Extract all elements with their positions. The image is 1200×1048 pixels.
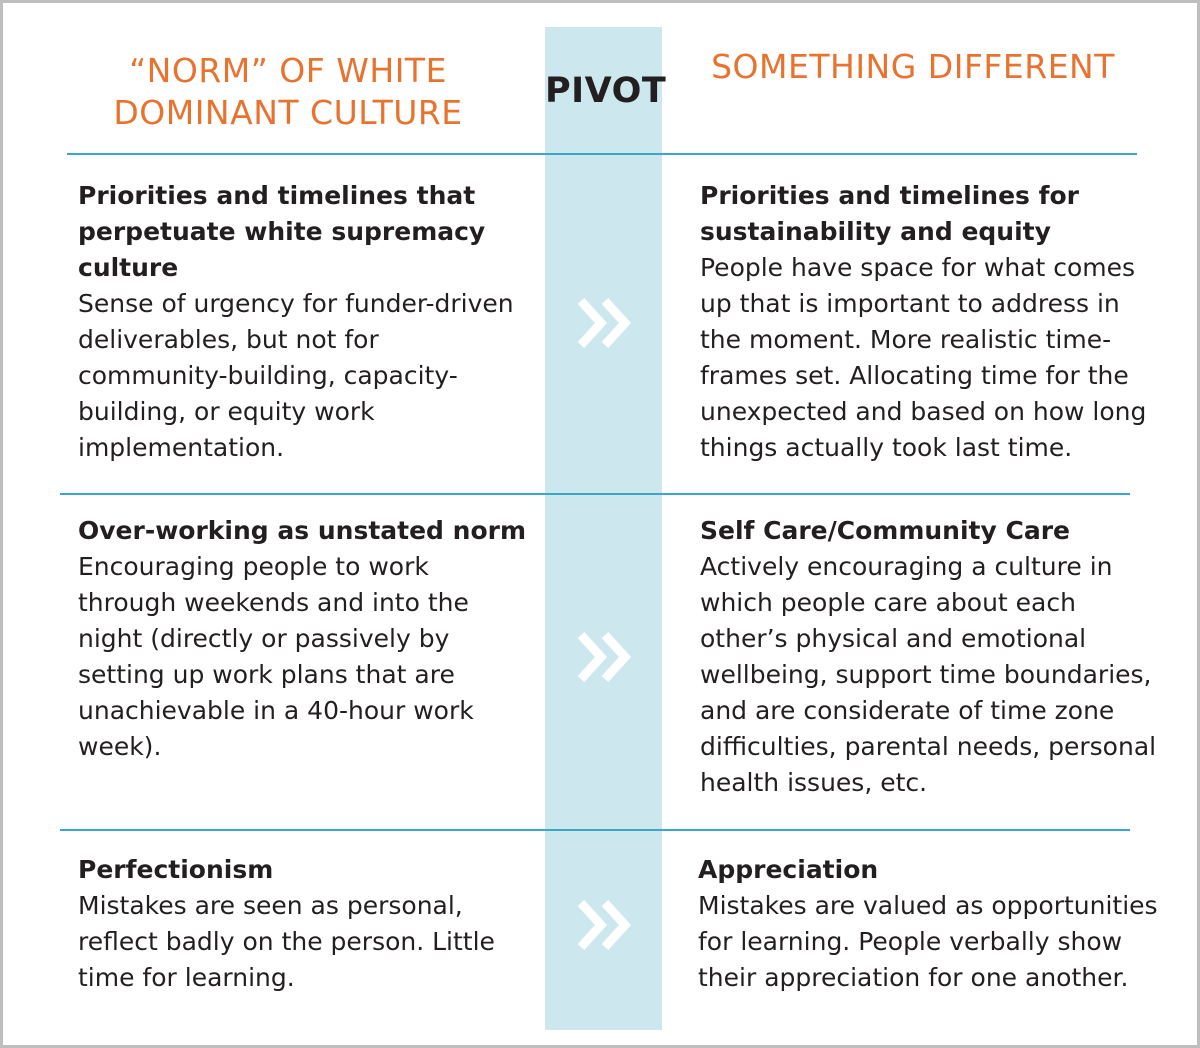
double-chevron-right-icon bbox=[575, 295, 635, 351]
header-pivot: PIVOT bbox=[545, 71, 667, 111]
header-something-different: SOMETHING DIFFERENT bbox=[711, 47, 1115, 86]
row-2-norm-title: Over-working as unstated norm bbox=[78, 516, 527, 545]
row-3-different-title: Appreciation bbox=[698, 855, 879, 884]
row-3-norm-body: Mistakes are seen as personal, reflect badly on the person. Little time for learning. bbox=[78, 891, 495, 992]
header-norm: “NORM” OF WHITE DOMINANT CULTURE bbox=[113, 51, 463, 132]
row-3-norm-title: Perfectionism bbox=[78, 855, 274, 884]
row-3-different-body: Mistakes are valued as opportunities for learning. People verbally show their appreciation for one another. bbox=[698, 891, 1158, 992]
row-3-different-cell bbox=[698, 852, 1168, 996]
row-3-norm-cell bbox=[78, 852, 533, 996]
row-1-norm-cell bbox=[78, 178, 533, 466]
pivot-column-band bbox=[545, 27, 667, 1030]
row-1-norm-title: Priorities and timelines that perpetuate white supremacy culture bbox=[78, 181, 486, 282]
divider-row-1 bbox=[60, 493, 1130, 495]
row-1-different-cell bbox=[700, 178, 1160, 466]
row-2-norm-body: Encouraging people to work through weekends and into the night (directly or passively by setting up work plans that are unachievable in a 40-hour work week). bbox=[78, 552, 474, 761]
divider-row-2 bbox=[60, 829, 1130, 831]
row-2-different-title: Self Care/Community Care bbox=[700, 516, 1070, 545]
double-chevron-right-icon bbox=[575, 629, 635, 685]
double-chevron-right-icon bbox=[575, 897, 635, 953]
row-1-different-body: People have space for what comes up that is important to address in the moment. More realistic time-frames set. Allocating time for the unexpected and based on how long things actually took last time. bbox=[700, 253, 1147, 462]
row-2-different-cell bbox=[700, 513, 1160, 801]
row-1-norm-body: Sense of urgency for funder-driven deliverables, but not for community-building, capacity-building, or equity work implementation. bbox=[78, 289, 514, 462]
row-2-different-body: Actively encouraging a culture in which people care about each other’s physical and emotional wellbeing, support time boundaries, and are considerate of time zone difficulties, parental needs, personal health issues, etc. bbox=[700, 552, 1157, 797]
row-2-norm-cell bbox=[78, 513, 533, 765]
divider-header bbox=[67, 153, 1137, 155]
row-1-different-title: Priorities and timelines for sustainability and equity bbox=[700, 181, 1080, 246]
